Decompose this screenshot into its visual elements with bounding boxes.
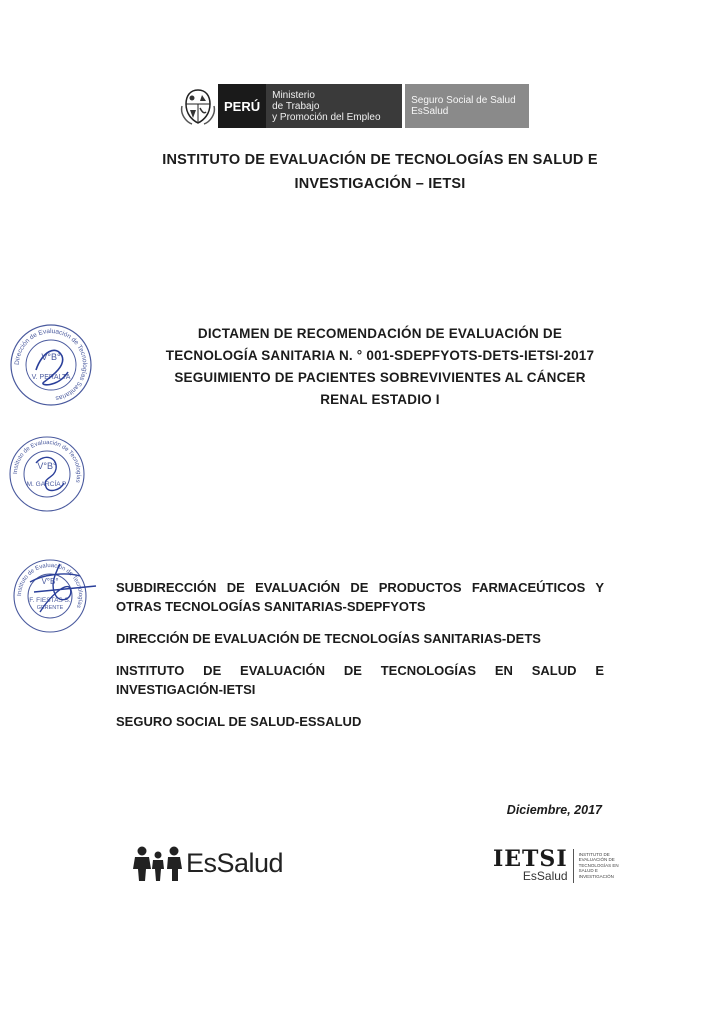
dictamen-line: DICTAMEN DE RECOMENDACIÓN DE EVALUACIÓN DE [197, 326, 563, 341]
ministerio-line: Ministerio [272, 89, 315, 101]
ietsi-essalud-label: EsSalud [522, 869, 568, 883]
peru-crest-icon [178, 84, 218, 128]
ietsi-desc-line: SALUD E [578, 868, 598, 874]
institute-title-line: INVESTIGACIÓN – IETSI [294, 176, 466, 192]
ietsi-wordmark: IETSI [493, 846, 568, 872]
ministerio-line: de Trabajo [272, 100, 320, 112]
dictamen-line: TECNOLOGÍA SANITARIA N. ° 001-SDEPFYOTS-DETS-IETSI-2017 [165, 348, 595, 363]
ietsi-divider [573, 849, 574, 883]
essalud-line: Seguro Social de Salud [411, 95, 516, 106]
ietsi-description [579, 852, 627, 880]
ietsi-desc-line: TECNOLOGÍAS EN [578, 862, 619, 868]
organization-item: SEGURO SOCIAL DE SALUD-ESSALUD [116, 714, 362, 729]
seal-ring-text: Dirección de Evaluación de Tecnologías Sanitarias [13, 327, 89, 402]
approval-seal-garcia [6, 433, 88, 520]
essalud-footer-logo [132, 845, 283, 881]
organization-list [116, 578, 604, 744]
seal-ring-text: Instituto de Evaluación de Tecnologías [16, 562, 84, 609]
ietsi-desc-line: EVALUACIÓN DE [578, 857, 615, 863]
ietsi-desc-line: INSTITUTO DE [578, 851, 610, 857]
essalud-line: EsSalud [411, 106, 449, 117]
seal-name: F. FIESTAS S. [29, 597, 71, 604]
seal-name-2: GERENTE [36, 605, 64, 611]
dictamen-title [100, 323, 660, 411]
dictamen-line: RENAL ESTADIO I [320, 392, 440, 407]
ietsi-desc-line: INVESTIGACIÓN [578, 873, 614, 879]
document-date: Diciembre, 2017 [506, 803, 602, 817]
essalud-header-label [405, 84, 529, 128]
institute-title-line: INSTITUTO DE EVALUACIÓN DE TECNOLOGÍAS EN SALUD E [162, 152, 598, 168]
family-icon [132, 845, 184, 881]
institute-title [80, 148, 680, 196]
ministerio-label [266, 84, 402, 128]
seal-vb: V°B° [37, 461, 57, 471]
seal-vb: V°B° [41, 577, 59, 586]
seal-vb: V°B° [41, 352, 61, 362]
organization-item: SUBDIRECCIÓN DE EVALUACIÓN DE PRODUCTOS FARMACEÚTICOS Y OTRAS TECNOLOGÍAS SANITARIAS-SDEPFYOTS [116, 580, 604, 614]
essalud-wordmark: EsSalud [186, 847, 284, 878]
government-logo-bar [178, 84, 529, 128]
organization-item: INSTITUTO DE EVALUACIÓN DE TECNOLOGÍAS EN SALUD E INVESTIGACIÓN-IETSI [116, 663, 604, 697]
ietsi-footer-logo [493, 848, 627, 883]
svg-text:Dirección de Evaluación de Tec [14, 328, 88, 402]
seal-name: M. GARCÍA P. [26, 481, 68, 488]
organization-item: DIRECCIÓN DE EVALUACIÓN DE TECNOLOGÍAS SANITARIAS-DETS [116, 631, 541, 646]
peru-label: PERÚ [218, 84, 266, 128]
seal-name: V. PERALTA [31, 374, 71, 381]
ministerio-line: y Promoción del Empleo [272, 111, 381, 123]
approval-seal-fiestas [10, 556, 100, 641]
seal-ring-text: Instituto de Evaluación de Tecnologías [12, 439, 82, 484]
dictamen-line: SEGUIMIENTO DE PACIENTES SOBREVIVIENTES AL CÁNCER [174, 370, 586, 385]
approval-seal-peralta [8, 322, 94, 413]
